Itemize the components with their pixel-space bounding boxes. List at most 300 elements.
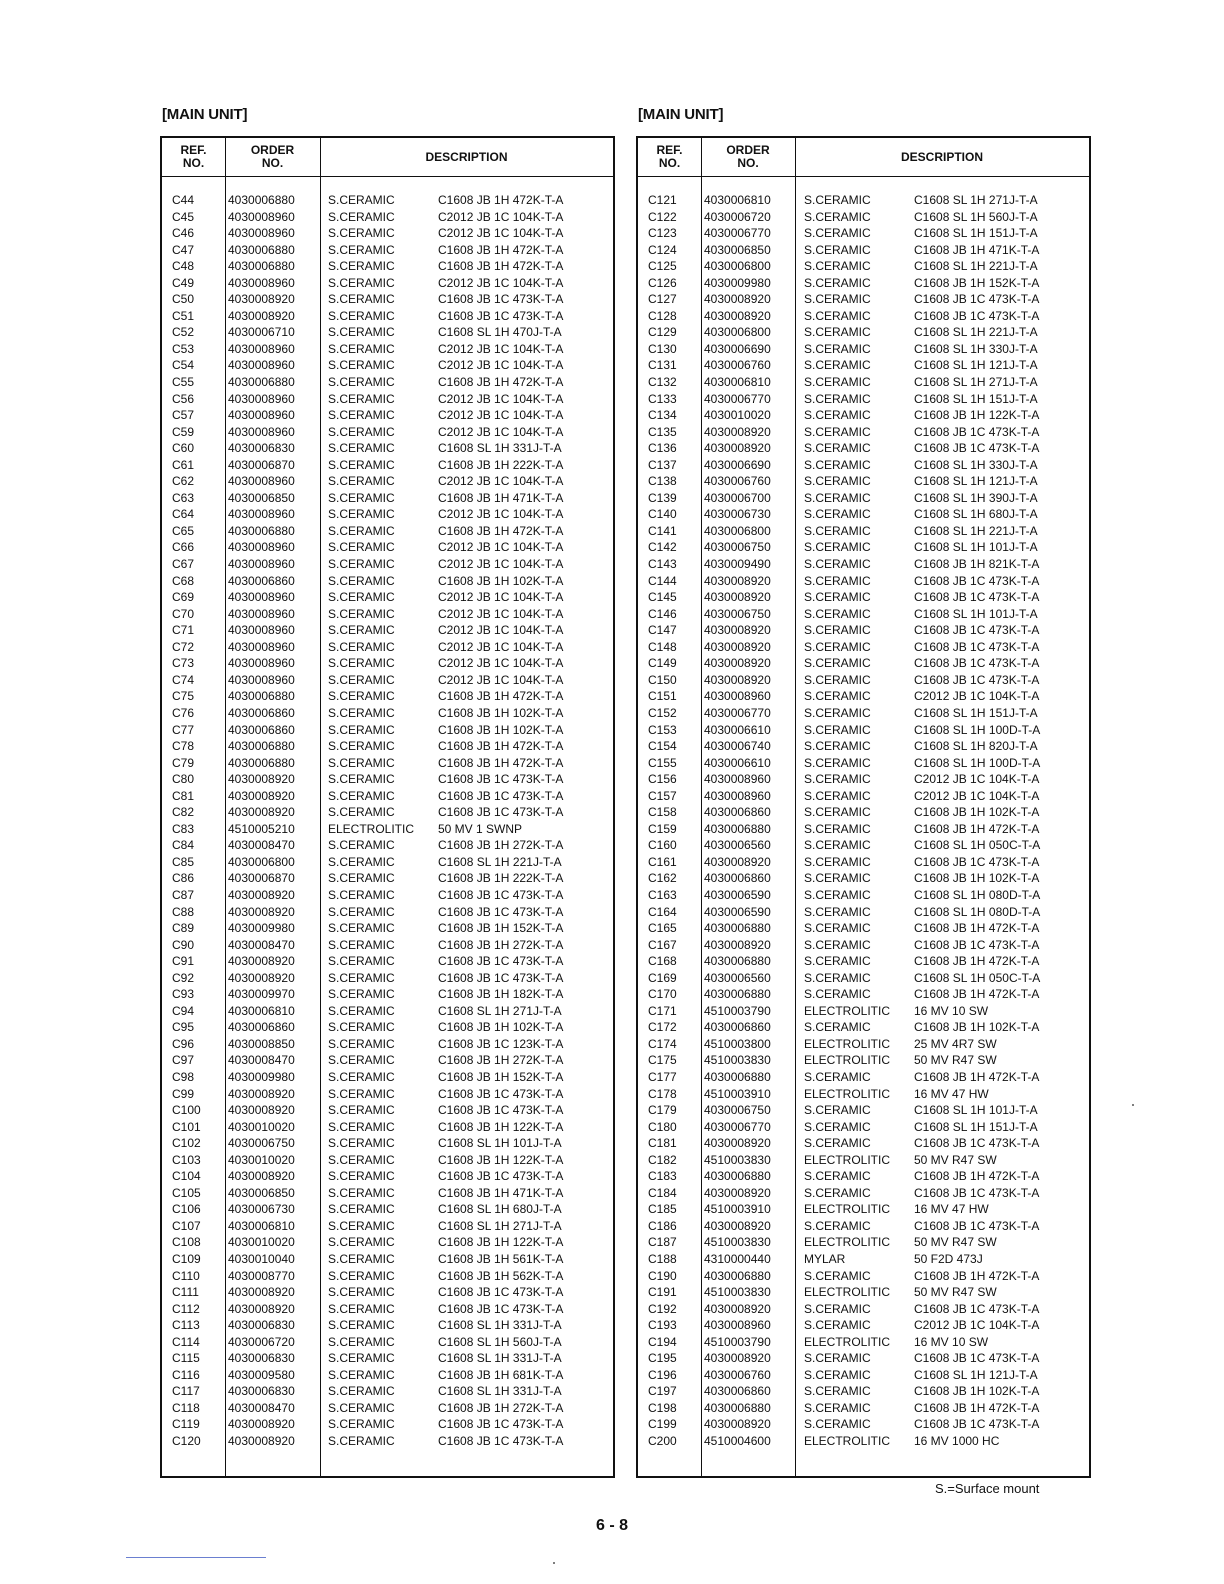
part-type-cell: S.CERAMIC [328,1020,395,1035]
part-spec-cell: C1608 JB 1C 473K-T-A [914,639,1040,654]
ref-no-cell: C192 [648,1301,677,1316]
order-no-cell: 4030008920 [704,441,771,456]
table-row [638,986,1089,1003]
ref-no-cell: C142 [648,540,677,555]
part-type-cell: S.CERAMIC [328,1400,395,1415]
table-row [638,1251,1089,1268]
ref-no-cell: C126 [648,275,677,290]
order-no-cell: 4030008920 [228,904,295,919]
ref-no-cell: C128 [648,308,677,323]
order-no-cell: 4030008960 [228,606,295,621]
ref-no-cell: C67 [172,557,195,572]
order-no-cell: 4030006880 [228,689,295,704]
order-no-cell: 4030006770 [704,226,771,241]
part-spec-cell: C2012 JB 1C 104K-T-A [438,606,564,621]
table-row [162,655,613,672]
part-type-cell: S.CERAMIC [804,1103,871,1118]
part-type-cell: ELECTROLITIC [804,1285,891,1300]
bottom-rule [126,1557,266,1558]
table-row [162,209,613,226]
ref-no-cell: C188 [648,1252,677,1266]
ref-no-cell: C191 [648,1285,677,1300]
ref-no-cell: C48 [172,259,195,274]
ref-no-cell: C136 [648,441,677,456]
part-spec-cell: C2012 JB 1C 104K-T-A [438,656,564,671]
part-type-cell: S.CERAMIC [328,1235,395,1250]
part-spec-cell: C1608 SL 1H 101J-T-A [438,1136,562,1151]
table-row [638,887,1089,904]
table-row [638,341,1089,358]
ref-no-cell: C155 [648,755,677,770]
table-row [162,887,613,904]
ref-no-cell: C76 [172,705,195,720]
table-row [162,1119,613,1136]
table-row [162,506,613,523]
part-type-cell: S.CERAMIC [328,557,395,572]
part-spec-cell: C1608 JB 1C 473K-T-A [438,788,564,803]
part-type-cell: S.CERAMIC [804,1417,871,1432]
ref-no-cell: C80 [172,772,195,787]
table-row [638,407,1089,424]
part-type-cell: S.CERAMIC [328,1318,395,1333]
ref-no-cell: C79 [172,755,195,770]
part-type-cell: S.CERAMIC [328,1268,395,1283]
order-no-cell: 4030006560 [704,838,771,853]
order-no-cell: 4030006700 [704,490,771,505]
part-type-cell: S.CERAMIC [328,1285,395,1300]
part-spec-cell: C1608 JB 1H 102K-T-A [914,871,1040,886]
ref-no-cell: C51 [172,308,195,323]
part-spec-cell: C1608 JB 1H 472K-T-A [438,689,564,704]
part-type-cell: S.CERAMIC [328,358,395,373]
part-spec-cell: 50 MV 1 SWNP [438,821,523,836]
order-no-cell: 4030008960 [228,540,295,555]
part-spec-cell: C1608 SL 1H 331J-T-A [438,1351,562,1366]
part-spec-cell: C1608 SL 1H 271J-T-A [438,1003,562,1018]
table-row [638,258,1089,275]
table-row [638,556,1089,573]
part-spec-cell: C1608 JB 1H 122K-T-A [438,1152,564,1167]
table-row [162,1152,613,1169]
ref-no-cell: C170 [648,987,677,1002]
ref-header-line1: REF. [656,143,683,157]
ref-no-cell: C120 [172,1434,201,1449]
order-no-cell: 4030006860 [704,871,771,886]
part-spec-cell: C1608 SL 1H 050C-T-A [914,838,1041,853]
order-no-cell: 4030006850 [704,242,771,257]
table-row [162,1334,613,1351]
part-type-cell: S.CERAMIC [804,606,871,621]
ref-no-cell: C185 [648,1202,677,1217]
part-type-cell: S.CERAMIC [328,656,395,671]
order-no-cell: 4030010020 [228,1152,295,1167]
ref-no-cell: C199 [648,1417,677,1432]
table-row [638,589,1089,606]
part-type-cell: S.CERAMIC [328,1252,395,1266]
ref-no-cell: C63 [172,490,195,505]
part-spec-cell: C1608 JB 1H 472K-T-A [914,921,1040,936]
table-row [638,854,1089,871]
part-spec-cell: C1608 SL 1H 271J-T-A [914,193,1038,207]
table-row [638,424,1089,441]
order-no-cell: 4030008920 [704,1218,771,1233]
part-type-cell: S.CERAMIC [328,739,395,754]
order-no-cell: 4030008850 [228,1036,295,1051]
order-no-cell: 4030006860 [228,722,295,737]
table-row [162,1201,613,1218]
ref-no-cell: C77 [172,722,195,737]
part-spec-cell: C1608 SL 1H 151J-T-A [914,226,1038,241]
table-row [638,291,1089,308]
part-spec-cell: C1608 JB 1H 472K-T-A [914,954,1040,969]
ref-no-cell: C163 [648,887,677,902]
ref-no-cell: C86 [172,871,195,886]
part-spec-cell: C2012 JB 1C 104K-T-A [438,623,564,638]
table-row [638,639,1089,656]
order-no-cell: 4030006860 [704,1384,771,1399]
order-no-cell: 4030006750 [704,540,771,555]
part-spec-cell: C1608 JB 1H 222K-T-A [438,457,564,472]
part-type-cell: S.CERAMIC [328,1069,395,1084]
ref-no-cell: C200 [648,1434,677,1449]
ref-no-cell: C149 [648,656,677,671]
part-type-cell: ELECTROLITIC [328,821,415,836]
order-no-cell: 4030006880 [228,375,295,390]
part-type-cell: S.CERAMIC [804,639,871,654]
part-spec-cell: C1608 JB 1C 473K-T-A [914,292,1040,307]
table-row [638,374,1089,391]
part-spec-cell: C1608 JB 1H 472K-T-A [438,259,564,274]
order-no-cell: 4030006880 [704,1268,771,1283]
part-spec-cell: C1608 SL 1H 680J-T-A [438,1202,562,1217]
ref-no-cell: C117 [172,1384,200,1399]
part-type-cell: S.CERAMIC [328,1119,395,1134]
table-row [162,854,613,871]
table-row [162,870,613,887]
part-type-cell: S.CERAMIC [328,441,395,456]
part-type-cell: S.CERAMIC [328,970,395,985]
part-spec-cell: C1608 JB 1C 473K-T-A [438,1169,564,1184]
part-type-cell: S.CERAMIC [328,838,395,853]
ref-no-cell: C96 [172,1036,195,1051]
part-spec-cell: C1608 JB 1H 472K-T-A [914,821,1040,836]
order-no-cell: 4030010040 [228,1252,295,1266]
order-no-cell: 4030008920 [228,1086,295,1101]
order-no-cell: 4030006810 [228,1218,295,1233]
part-spec-cell: C1608 JB 1H 272K-T-A [438,838,564,853]
order-no-cell: 4030006860 [228,573,295,588]
part-type-cell: S.CERAMIC [328,805,395,820]
ref-no-cell: C87 [172,887,195,902]
part-type-cell: S.CERAMIC [328,1053,395,1068]
order-no-cell: 4030008960 [704,689,771,704]
part-type-cell: S.CERAMIC [328,292,395,307]
part-type-cell: ELECTROLITIC [804,1036,891,1051]
part-type-cell: S.CERAMIC [804,259,871,274]
table-row [638,771,1089,788]
order-no-cell: 4030008960 [704,1318,771,1333]
ref-no-cell: C178 [648,1086,677,1101]
table-row [638,1218,1089,1235]
ref-no-cell: C115 [172,1351,200,1366]
table-row [162,1168,613,1185]
part-spec-cell: C1608 JB 1C 473K-T-A [438,308,564,323]
part-type-cell: S.CERAMIC [804,507,871,522]
order-no-cell: 4030006760 [704,474,771,489]
order-no-cell: 4030006830 [228,1351,295,1366]
order-no-cell: 4030008920 [704,656,771,671]
ref-no-cell: C127 [648,292,677,307]
order-no-cell: 4030008920 [228,308,295,323]
part-spec-cell: C1608 JB 1C 473K-T-A [914,623,1040,638]
part-spec-cell: C1608 JB 1C 473K-T-A [438,292,564,307]
part-type-cell: S.CERAMIC [328,308,395,323]
part-type-cell: S.CERAMIC [328,424,395,439]
ref-header-line1: REF. [180,143,207,157]
order-no-cell: 4030008960 [704,772,771,787]
part-type-cell: S.CERAMIC [328,457,395,472]
order-no-cell: 4030008920 [228,805,295,820]
part-spec-cell: C2012 JB 1C 104K-T-A [438,275,564,290]
part-type-cell: S.CERAMIC [328,242,395,257]
order-no-cell: 4030006880 [228,755,295,770]
part-spec-cell: C2012 JB 1C 104K-T-A [438,590,564,605]
order-no-cell: 4030008920 [704,937,771,952]
ref-no-cell: C50 [172,292,195,307]
part-spec-cell: C1608 SL 1H 100D-T-A [914,722,1041,737]
order-no-cell: 4030008920 [704,573,771,588]
part-spec-cell: C1608 JB 1H 471K-T-A [438,1185,564,1200]
table-row [162,755,613,772]
part-type-cell: S.CERAMIC [328,722,395,737]
table-row [162,688,613,705]
order-no-cell: 4030006750 [228,1136,295,1151]
part-type-cell: S.CERAMIC [804,689,871,704]
right-table-body [638,192,1089,1450]
table-row [638,523,1089,540]
order-no-cell: 4510005210 [228,821,295,836]
part-type-cell: S.CERAMIC [804,408,871,423]
order-no-cell: 4030006800 [704,523,771,538]
part-type-cell: S.CERAMIC [328,1218,395,1233]
part-spec-cell: 50 F2D 473J [914,1252,983,1266]
part-type-cell: S.CERAMIC [804,1136,871,1151]
order-no-cell: 4510003790 [704,1334,771,1349]
part-type-cell: S.CERAMIC [328,987,395,1002]
part-type-cell: S.CERAMIC [804,308,871,323]
table-row [638,1350,1089,1367]
table-row [638,804,1089,821]
table-row [162,606,613,623]
part-type-cell: S.CERAMIC [328,921,395,936]
table-row [162,1185,613,1202]
table-row [162,523,613,540]
part-type-cell: ELECTROLITIC [804,1334,891,1349]
order-no-cell: 4030006830 [228,1318,295,1333]
ref-no-cell: C64 [172,507,195,522]
order-no-cell: 4030006810 [228,1003,295,1018]
ref-no-cell: C181 [648,1136,677,1151]
table-row [162,291,613,308]
table-row [638,506,1089,523]
order-no-cell: 4030008920 [704,854,771,869]
part-spec-cell: C1608 SL 1H 271J-T-A [914,375,1038,390]
right-section-title: [MAIN UNIT] [638,106,724,123]
part-type-cell: S.CERAMIC [804,987,871,1002]
order-no-cell: 4030009980 [228,921,295,936]
part-type-cell: S.CERAMIC [328,1136,395,1151]
table-row [162,920,613,937]
ref-no-cell: C68 [172,573,195,588]
part-type-cell: S.CERAMIC [804,1318,871,1333]
ref-no-cell: C187 [648,1235,677,1250]
part-spec-cell: C1608 JB 1C 473K-T-A [438,805,564,820]
order-no-cell: 4030006730 [228,1202,295,1217]
table-row [638,920,1089,937]
part-spec-cell: C1608 JB 1C 473K-T-A [914,308,1040,323]
order-no-cell: 4030008470 [228,937,295,952]
table-row [162,490,613,507]
part-type-cell: MYLAR [804,1252,846,1266]
order-no-cell: 4030006610 [704,722,771,737]
part-type-cell: S.CERAMIC [328,391,395,406]
order-no-cell: 4030006770 [704,391,771,406]
part-type-cell: S.CERAMIC [328,1103,395,1118]
table-row [638,1433,1089,1450]
order-no-cell: 4030006870 [228,871,295,886]
part-spec-cell: C1608 JB 1C 473K-T-A [914,590,1040,605]
part-type-cell: S.CERAMIC [328,1169,395,1184]
ref-no-cell: C111 [172,1285,199,1300]
table-row [638,837,1089,854]
ref-no-cell: C123 [648,226,677,241]
ref-no-cell: C99 [172,1086,195,1101]
part-spec-cell: C1608 SL 1H 121J-T-A [914,358,1038,373]
part-type-cell: S.CERAMIC [804,540,871,555]
part-type-cell: S.CERAMIC [804,474,871,489]
table-row [162,1367,613,1384]
part-type-cell: S.CERAMIC [804,457,871,472]
order-header-line1: ORDER [250,143,295,157]
ref-no-cell: C91 [172,954,195,969]
part-type-cell: S.CERAMIC [804,1351,871,1366]
part-type-cell: S.CERAMIC [328,226,395,241]
part-spec-cell: C1608 JB 1H 562K-T-A [438,1268,564,1283]
order-no-cell: 4030008920 [704,590,771,605]
ref-no-cell: C69 [172,590,195,605]
part-type-cell: S.CERAMIC [328,259,395,274]
ref-no-cell: C54 [172,358,195,373]
table-row [162,1135,613,1152]
part-spec-cell: C1608 SL 1H 151J-T-A [914,1119,1038,1134]
part-type-cell: S.CERAMIC [328,887,395,902]
ref-no-cell: C141 [648,523,677,538]
table-row [162,1317,613,1334]
ref-no-cell: C160 [648,838,677,853]
part-spec-cell: C2012 JB 1C 104K-T-A [438,672,564,687]
ref-header-line2: NO. [182,156,205,170]
order-no-cell: 4510003830 [704,1235,771,1250]
table-row [162,242,613,259]
part-spec-cell: C1608 JB 1C 473K-T-A [438,1301,564,1316]
part-spec-cell: C1608 SL 1H 331J-T-A [438,441,562,456]
ref-no-cell: C61 [172,457,195,472]
part-type-cell: S.CERAMIC [804,887,871,902]
part-spec-cell: C1608 SL 1H 221J-T-A [914,325,1038,340]
ref-no-cell: C194 [648,1334,677,1349]
order-no-cell: 4030006860 [228,1020,295,1035]
part-spec-cell: C1608 SL 1H 560J-T-A [914,209,1038,224]
order-no-cell: 4510003830 [704,1152,771,1167]
part-type-cell: S.CERAMIC [328,1367,395,1382]
part-spec-cell: C1608 JB 1H 471K-T-A [914,242,1040,257]
part-type-cell: S.CERAMIC [328,590,395,605]
part-type-cell: S.CERAMIC [804,1185,871,1200]
ref-no-cell: C57 [172,408,195,423]
table-row [162,391,613,408]
part-type-cell: S.CERAMIC [328,788,395,803]
part-spec-cell: C1608 JB 1H 472K-T-A [914,1169,1040,1184]
table-row [638,1400,1089,1417]
table-row [638,755,1089,772]
ref-no-cell: C97 [172,1053,195,1068]
part-type-cell: S.CERAMIC [328,623,395,638]
ref-no-cell: C71 [172,623,195,638]
table-row [162,556,613,573]
table-row [638,937,1089,954]
part-spec-cell: C2012 JB 1C 104K-T-A [438,639,564,654]
table-row [162,1086,613,1103]
part-type-cell: S.CERAMIC [328,755,395,770]
table-row [162,1003,613,1020]
order-no-cell: 4030008920 [228,970,295,985]
part-type-cell: S.CERAMIC [804,341,871,356]
part-spec-cell: C1608 SL 1H 100D-T-A [914,755,1041,770]
order-no-cell: 4030008960 [228,226,295,241]
order-no-cell: 4030006880 [228,739,295,754]
left-section-title: [MAIN UNIT] [162,106,248,123]
order-header-line2: NO. [261,156,284,170]
order-no-cell: 4030008920 [704,1301,771,1316]
ref-no-cell: C53 [172,341,195,356]
order-no-cell: 4030006690 [704,341,771,356]
order-no-cell: 4510003790 [704,1003,771,1018]
ref-no-cell: C145 [648,590,677,605]
order-no-cell: 4030008920 [228,1434,295,1449]
part-type-cell: S.CERAMIC [328,1434,395,1449]
ref-no-cell: C101 [172,1119,201,1134]
table-row [638,1284,1089,1301]
table-row [638,688,1089,705]
part-spec-cell: C1608 SL 1H 331J-T-A [438,1318,562,1333]
ref-no-cell: C56 [172,391,195,406]
ref-no-cell: C46 [172,226,195,241]
table-row [638,490,1089,507]
order-no-cell: 4030006880 [704,821,771,836]
order-no-cell: 4030006750 [704,606,771,621]
table-row [638,457,1089,474]
ref-no-cell: C174 [648,1036,677,1051]
ref-no-cell: C135 [648,424,677,439]
part-type-cell: S.CERAMIC [804,623,871,638]
order-no-cell: 4030008920 [704,1417,771,1432]
ref-no-cell: C109 [172,1252,201,1266]
table-row [638,1003,1089,1020]
order-no-cell: 4030006830 [228,1384,295,1399]
ref-no-cell: C152 [648,705,677,720]
part-type-cell: S.CERAMIC [328,408,395,423]
part-spec-cell: C1608 JB 1C 473K-T-A [438,904,564,919]
